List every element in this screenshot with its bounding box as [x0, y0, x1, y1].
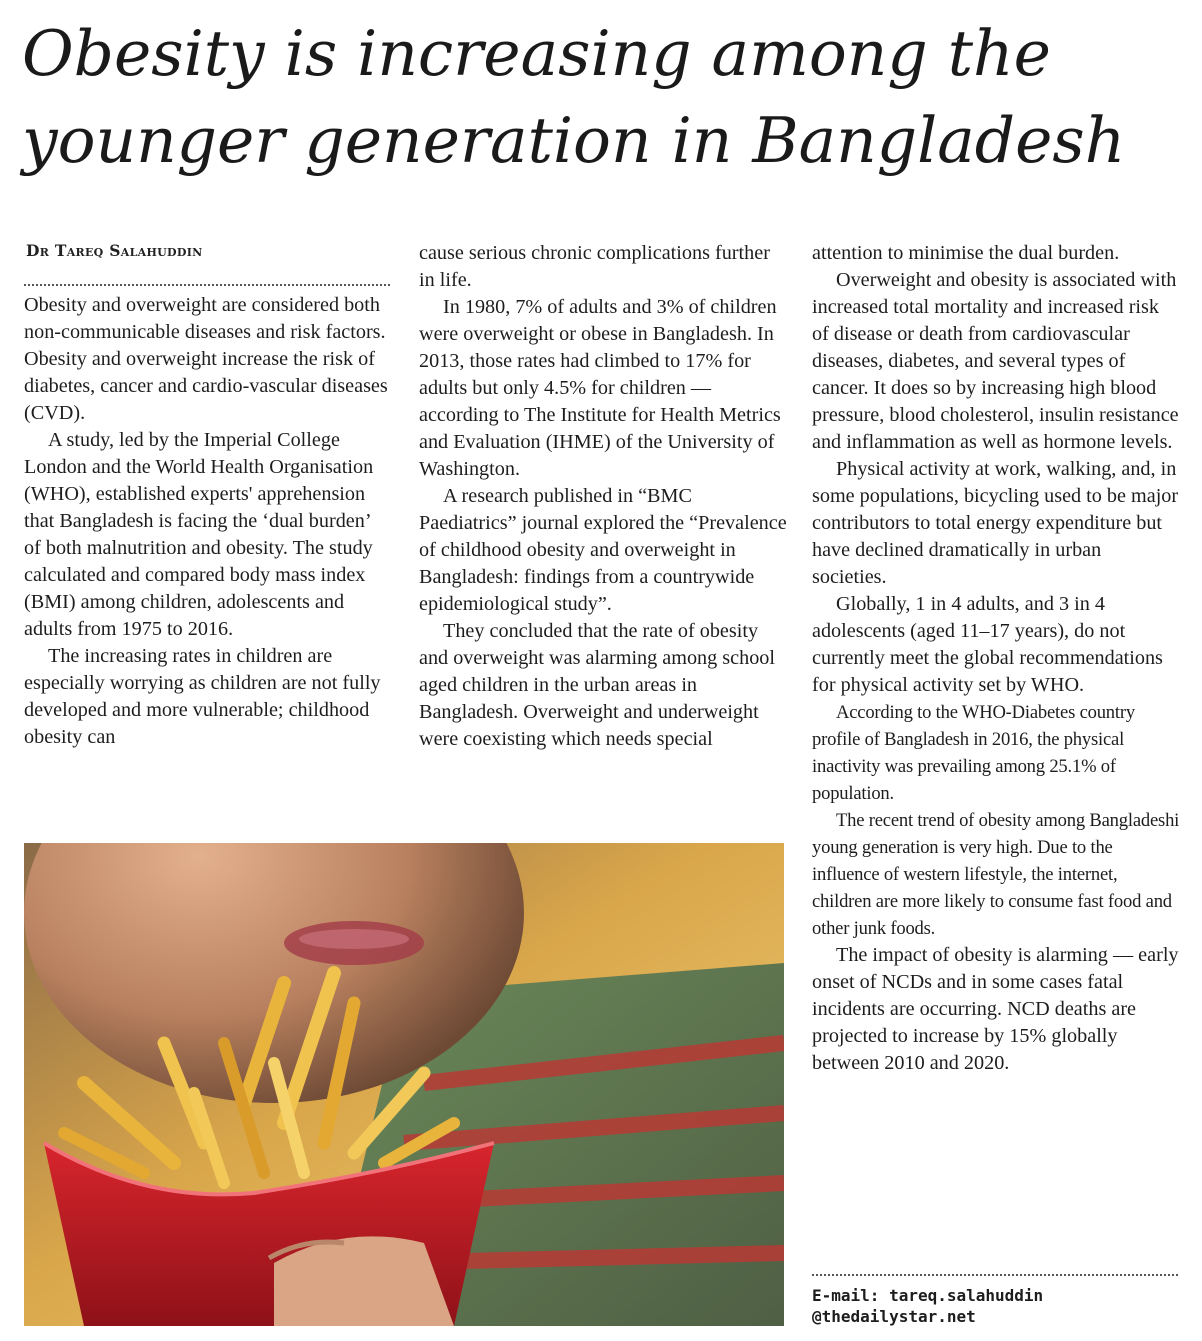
headline-line-1: Obesity is increasing among the: [22, 17, 1051, 90]
paragraph: cause serious chronic complications further in life.: [419, 242, 770, 291]
email-line-2: @thedailystar.net: [812, 1307, 976, 1326]
article-column-3: [812, 240, 1180, 1077]
email-divider: [812, 1274, 1178, 1276]
paragraph: Obesity and overweight are considered both non-communicable diseases and risk factors. Obesity and overweight increase the risk of diabetes, cancer and cardio-vascular diseases (CVD).: [24, 294, 388, 424]
byline-divider: [24, 284, 390, 286]
paragraph: The increasing rates in children are especially worrying as children are not fully developed and more vulnerable; childhood obesity can: [24, 645, 381, 748]
author-email: [812, 1285, 1182, 1327]
article-column-1: [24, 292, 390, 751]
paragraph: A research published in “BMC Paediatrics” journal explored the “Prevalence of childhood obesity and overweight in Bangladesh: findings from a countrywide epidemiological study”.: [419, 485, 787, 615]
paragraph: In 1980, 7% of adults and 3% of children were overweight or obese in Bangladesh. In 2013, those rates had climbed to 17% for adults but only 4.5% for children — according to The Institute for Health Metrics and Evaluation (IHME) of the University of Washington.: [419, 296, 781, 480]
paragraph: attention to minimise the dual burden.: [812, 242, 1120, 264]
byline: Dr Tareq Salahuddin: [26, 241, 203, 260]
paragraph: Physical activity at work, walking, and, in some populations, bicycling used to be major contributors to total energy expenditure but have declined dramatically in urban societies.: [812, 458, 1179, 588]
paragraph: The recent trend of obesity among Bangladeshi young generation is very high. Due to the influence of western lifestyle, the internet, children are more likely to consume fast food and other junk foods.: [812, 810, 1180, 939]
headline-line-2: younger generation in Bangladesh: [22, 104, 1126, 177]
article-photo: [24, 843, 784, 1326]
paragraph: Globally, 1 in 4 adults, and 3 in 4 adolescents (aged 11–17 years), do not currently meet the global recommendations for physical activity set by WHO.: [812, 593, 1163, 696]
paragraph: A study, led by the Imperial College London and the World Health Organisation (WHO), established experts' apprehension that Bangladesh is facing the ‘dual burden’ of both malnutrition and obesity. The study calculated and compared body mass index (BMI) among children, adolescents and adults from 1975 to 2016.: [24, 429, 374, 640]
paragraph: They concluded that the rate of obesity and overweight was alarming among school aged children in the urban areas in Bangladesh. Overweight and underweight were coexisting which needs special: [419, 620, 775, 750]
article-column-2: [419, 240, 787, 753]
email-line-1: E-mail: tareq.salahuddin: [812, 1286, 1044, 1305]
paragraph: According to the WHO-Diabetes country profile of Bangladesh in 2016, the physical inactivity was prevailing among 25.1% of population.: [812, 702, 1135, 804]
paragraph: The impact of obesity is alarming — early onset of NCDs and in some cases fatal incidents are occurring. NCD deaths are projected to increase by 15% globally between 2010 and 2020.: [812, 944, 1179, 1074]
headline: [22, 10, 1192, 184]
paragraph: Overweight and obesity is associated with increased total mortality and increased risk of disease or death from cardiovascular diseases, diabetes, and several types of cancer. It does so by increasing high blood pressure, blood cholesterol, insulin resistance and inflammation as well as hormone levels.: [812, 269, 1179, 453]
